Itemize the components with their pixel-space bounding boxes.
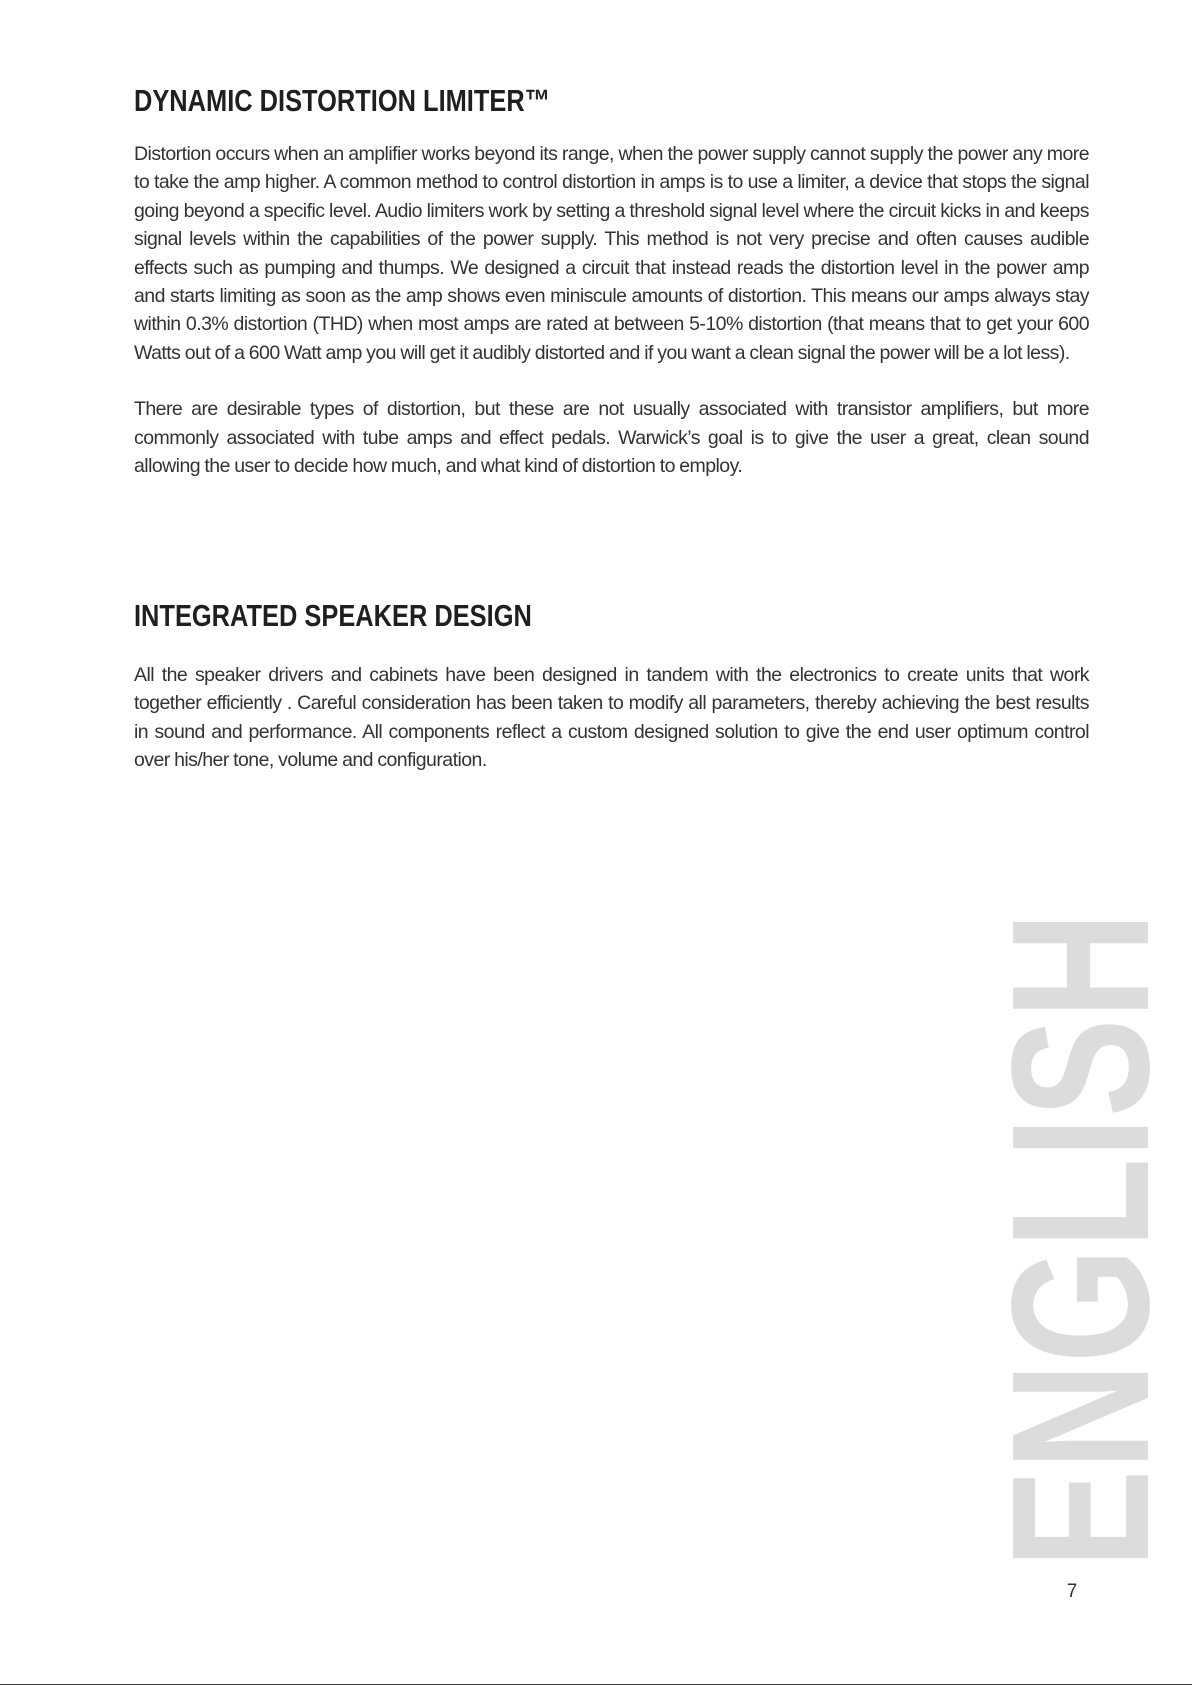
section-dynamic-distortion-limiter <box>134 80 1089 480</box>
language-tab-watermark <box>971 696 1190 1568</box>
body-paragraph: Distortion occurs when an amplifier works beyond its range, when the power supply cannot supply the power any more to take the amp higher. A common method to control distortion in amps is to use a limiter, a device that stops the signal going beyond a specific level. Audio limiters work by setting a threshold signal level where the circuit kicks in and keeps signal levels within the capabilities of the power supply. This method is not very precise and often causes audible effects such as pumping and thumps. We designed a circuit that instead reads the distortion level in the power amp and starts limiting as soon as the amp shows even miniscule amounts of distortion. This means our amps always stay within 0.3% distortion (THD) when most amps are rated at between 5-10% distortion (that means that to get your 600 Watts out of a 600 Watt amp you will get it audibly distorted and if you want a clean signal the power will be a lot less). <box>134 143 1089 364</box>
body-paragraph: There are desirable types of distortion, but these are not usually associated with transistor amplifiers, but more commonly associated with tube amps and effect pedals. Warwick’s goal is to give the user a great, clean sound allowing the user to decide how much, and what kind of distortion to employ. <box>134 398 1089 478</box>
section-integrated-speaker-design <box>134 595 1089 775</box>
language-tab-text: ENGLISH <box>971 696 1190 1568</box>
language-tab-graphic <box>971 696 1190 1568</box>
section-heading: DYNAMIC DISTORTION LIMITER™ <box>134 83 551 118</box>
page-number: 7 <box>1066 1581 1078 1602</box>
body-paragraph: All the speaker drivers and cabinets have been designed in tandem with the electronics to create units that work together efficiently . Careful consideration has been taken to modify all parameters, thereby achieving the best results in sound and performance. All components reflect a custom designed solution to give the end user optimum control over his/her tone, volume and configuration. <box>134 664 1089 772</box>
section-heading: INTEGRATED SPEAKER DESIGN <box>134 598 532 633</box>
